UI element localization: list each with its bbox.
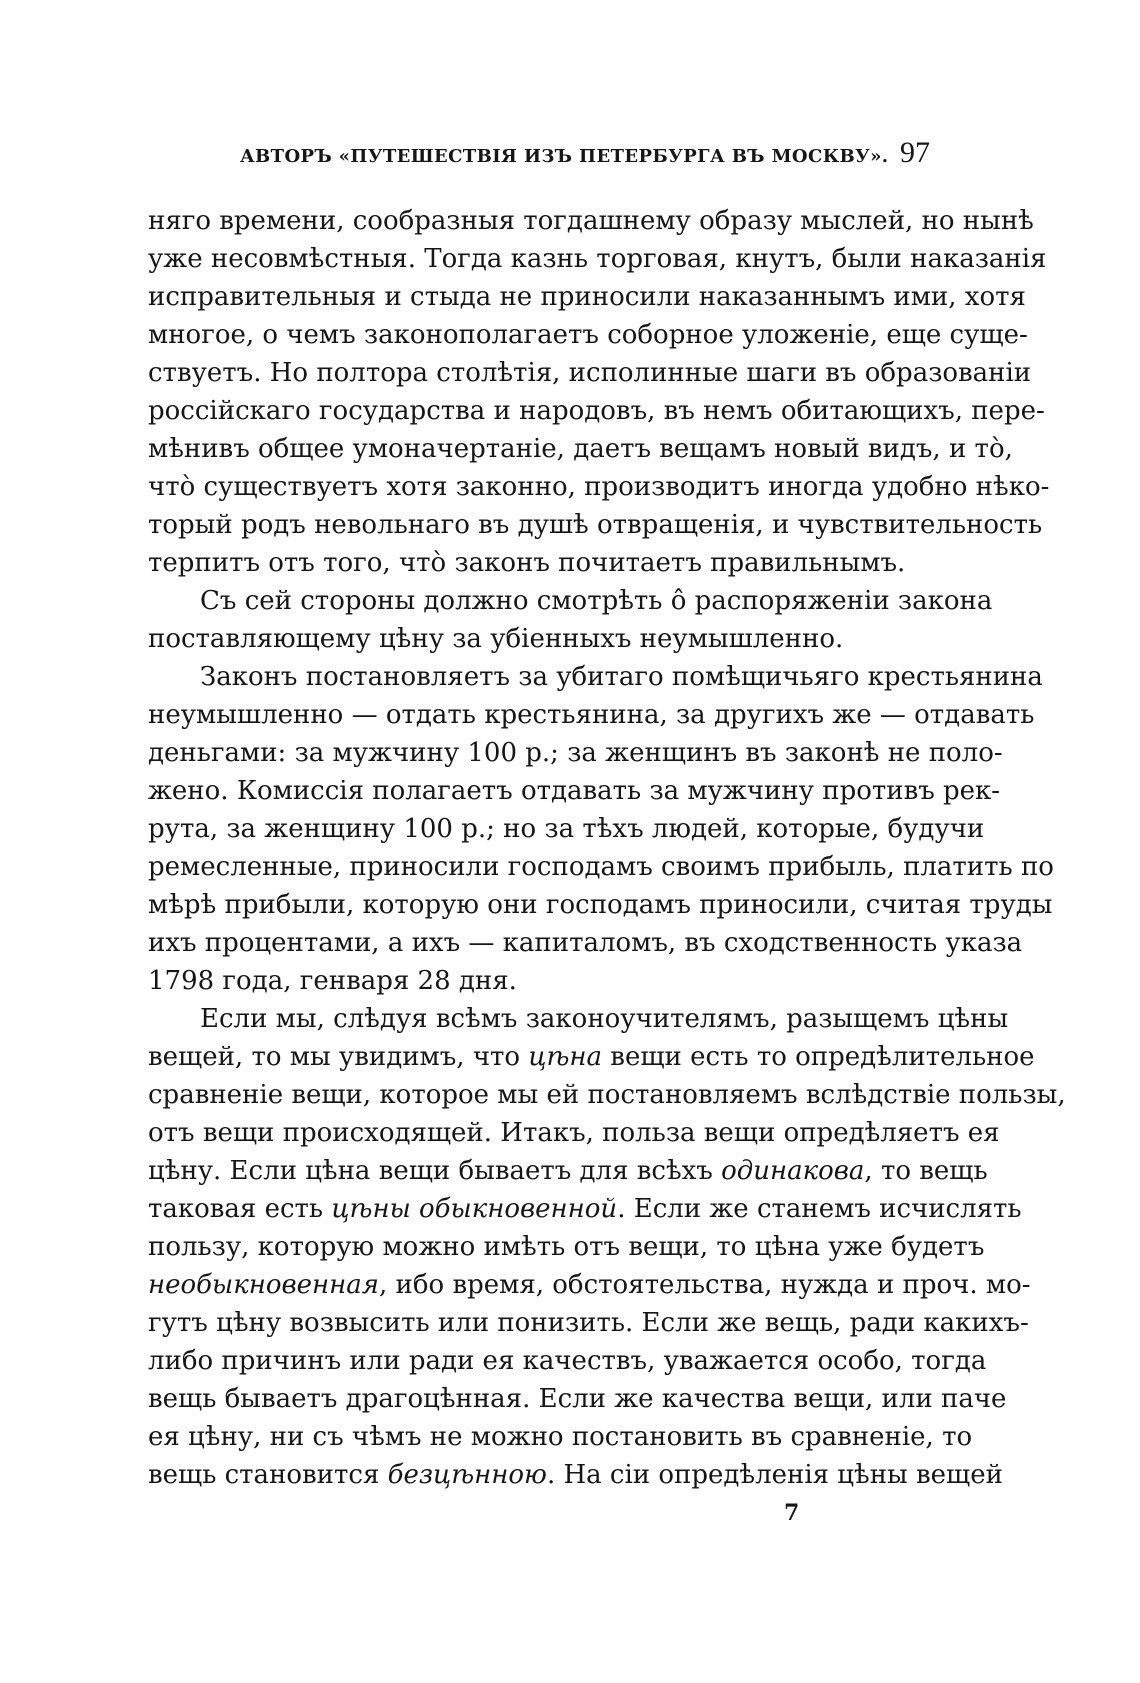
text-line: вещь бываетъ драгоцѣнная. Если же качества вещи, или паче [148,1384,1007,1414]
text-line: чтò существуетъ хотя законно, производитъ иногда удобно нѣко- [148,472,1050,502]
text-line: поставляющему цѣну за убіенныхъ неумышленно. [148,624,844,654]
text-line: неумышленно — отдать крестьянина, за другихъ же — отдавать [148,700,1035,730]
text-line: ремесленные, приносили господамъ своимъ прибыль, платить по [148,852,1054,882]
signature-mark: 7 [784,1500,800,1526]
text-line: отъ вещи происходящей. Итакъ, польза вещи опредѣляетъ ея [148,1118,1000,1148]
text-line: исправительныя и стыда не приносили наказаннымъ ими, хотя [148,282,1026,312]
text-line: жено. Комиссія полагаетъ отдавать за мужчину противъ рек- [148,776,1001,806]
text-line: либо причинъ или ради ея качествъ, уважается особо, тогда [148,1346,987,1376]
text-line: ствуетъ. Но полтора столѣтія, исполинные шаги въ образованіи [148,358,1032,388]
text-line: гутъ цѣну возвысить или понизить. Если же вещь, ради какихъ- [148,1308,1029,1338]
text-line: вещей, то мы увидимъ, что цѣна вещи есть то опредѣлительное [148,1042,1035,1072]
text-line: мѣнивъ общее умоначертаніе, даетъ вещамъ новый видъ, и тò, [148,434,1013,464]
page-header [240,136,930,176]
text-line: 1798 года, генваря 28 дня. [148,966,517,996]
text-line: многое, о чемъ законополагаетъ соборное уложеніе, еще суще- [148,320,1028,350]
text-line: Законъ постановляетъ за убитаго помѣщичьяго крестьянина [200,662,1043,692]
text-line: пользу, которую можно имѣть отъ вещи, то цѣна уже будетъ [148,1232,985,1262]
text-line: мѣрѣ прибыли, которую они господамъ приносили, считая труды [148,890,1053,920]
text-line: рута, за женщину 100 р.; но за тѣхъ людей, которые, будучи [148,814,985,844]
text-line: Если мы, слѣдуя всѣмъ законоучителямъ, разыщемъ цѣны [200,1004,1009,1034]
body-text [148,202,1066,1494]
text-line: сравненіе вещи, которое мы ей постановляемъ вслѣдствіе пользы, [148,1080,1066,1110]
text-line: вещь становится безцѣнною. На сіи опредѣленія цѣны вещей [148,1460,1003,1490]
text-line: цѣну. Если цѣна вещи бываетъ для всѣхъ одинакова, то вещь [148,1156,988,1186]
text-line: ихъ процентами, а ихъ — капиталомъ, въ сходственность указа [148,928,1023,958]
running-title: АВТОРЪ «ПУТЕШЕСТВІЯ ИЗЪ ПЕТЕРБУРГА ВЪ МОСКВУ». [240,146,889,167]
text-line: Съ сей стороны должно смотрѣть ô распоряженіи закона [200,586,993,616]
text-line: уже несовмѣстныя. Тогда казнь торговая, кнутъ, были наказанія [148,244,1047,274]
text-line: россійскаго государства и народовъ, въ немъ обитающихъ, пере- [148,396,1045,426]
text-line: необыкновенная, ибо время, обстоятельства, нужда и проч. мо- [148,1270,1031,1300]
text-line: терпитъ отъ того, чтò законъ почитаетъ правильнымъ. [148,548,906,578]
text-line: таковая есть цѣны обыкновенной. Если же станемъ исчислять [148,1194,1022,1224]
text-line: торый родъ невольнаго въ душѣ отвращенія, и чувствительность [148,510,1043,540]
text-line: ея цѣну, ни съ чѣмъ не можно постановить въ сравненіе, то [148,1422,973,1452]
text-line: деньгами: за мужчину 100 р.; за женщинъ въ законѣ не поло- [148,738,1003,768]
text-line: няго времени, сообразныя тогдашнему образу мыслей, но нынѣ [148,206,1034,236]
page-number: 97 [900,136,930,169]
